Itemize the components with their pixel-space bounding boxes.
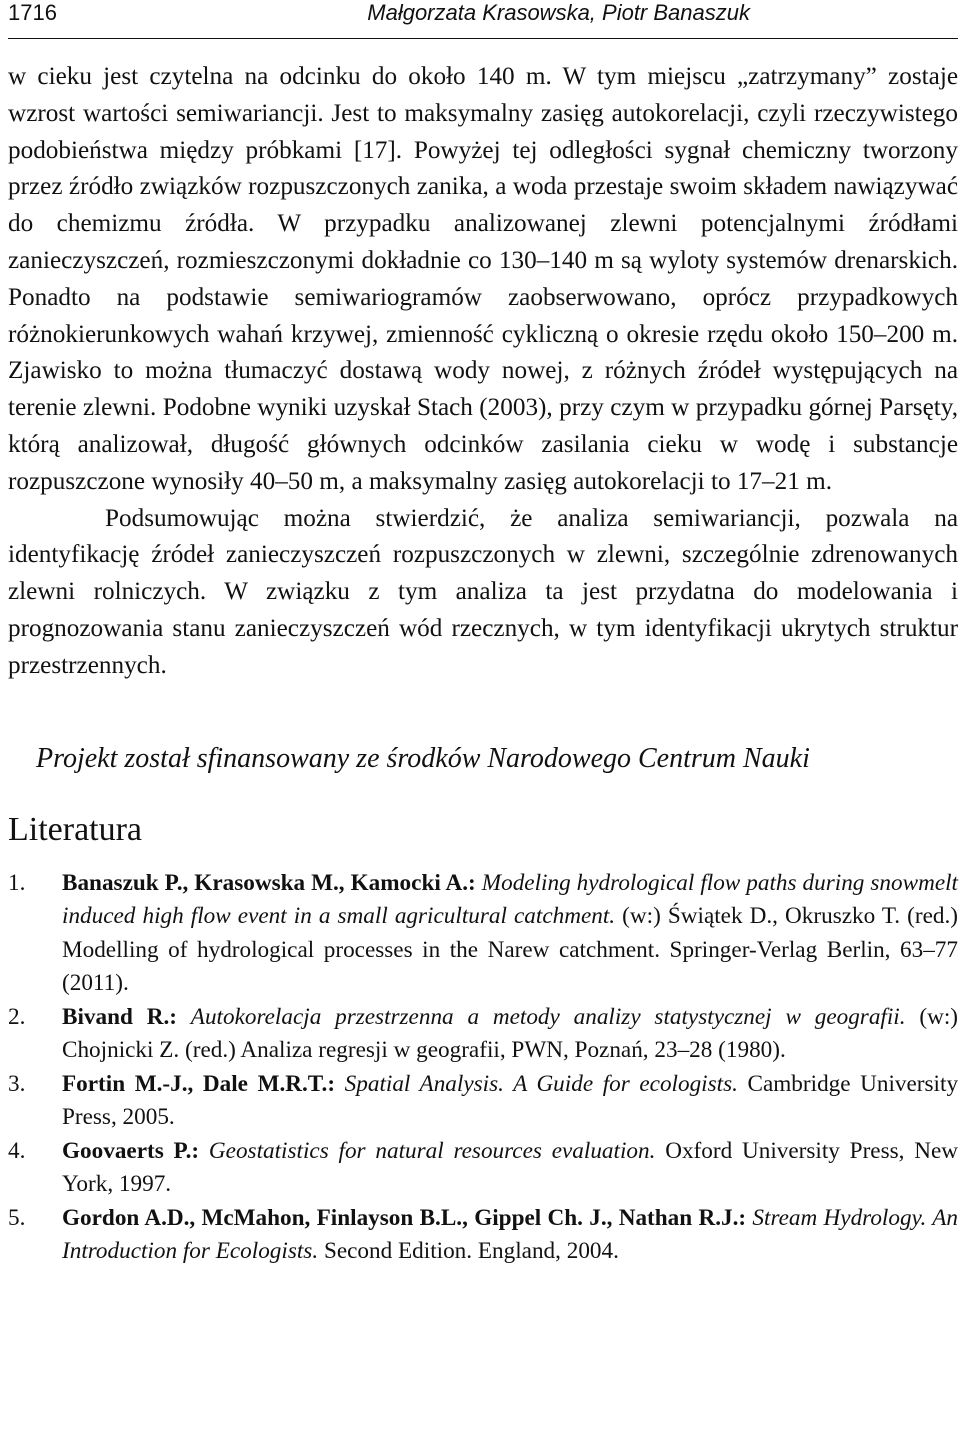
reference-details: Second Edition. England, 2004. [323,1238,619,1265]
reference-details: Oxford University Press, New York, 1997. [62,1137,959,1198]
running-header [8,0,958,39]
literature-heading: Literatura [8,810,143,848]
reference-list [8,867,958,1269]
reference-item [8,1068,958,1135]
reference-number: 1. [8,869,26,896]
funding-note: Projekt został sfinansowany ze środków Narodowego Centrum Nauki [36,742,810,774]
reference-title: Spatial Analysis. A Guide for ecologists. [344,1070,738,1097]
body-paragraph-2: Podsumowując można stwierdzić, że analiza semiwariancji, pozwala na identyfikację źródeł zanieczyszczeń rozpuszczonych w zlewni, szczególnie zdrenowanych zlewni rolniczych. W związku z tym analiza ta jest przydatna do modelowania i prognozowania stanu zanieczyszczeń wód rzecznych, w tym identyfikacji ukrytych struktur przestrzennych. [8,504,958,679]
reference-item [8,1001,958,1068]
reference-number: 4. [8,1137,26,1164]
reference-number: 3. [8,1070,26,1097]
reference-title: Modeling hydrological flow paths during snowmelt induced high flow event in a small agricultural catchment. [62,869,958,930]
reference-authors: Goovaerts P.: [62,1137,200,1164]
reference-details: (w:) Świątek D., Okruszko T. (red.) Modelling of hydrological processes in the Narew catchment. Springer-Verlag Berlin, 63–77 (2011). [62,903,958,997]
reference-details: Cambridge University Press, 2005. [62,1070,959,1131]
reference-details: (w:) Chojnicki Z. (red.) Analiza regresji w geografii, PWN, Poznań, 23–28 (1980). [62,1003,959,1064]
reference-authors: Bivand R.: [62,1003,177,1030]
reference-authors: Fortin M.-J., Dale M.R.T.: [62,1070,336,1097]
running-header-authors: Małgorzata Krasowska, Piotr Banaszuk [367,0,750,25]
body-paragraph-1: w cieku jest czytelna na odcinku do około 140 m. W tym miejscu „zatrzymany” zostaje wzrost wartości semiwariancji. Jest to maksymalny zasięg autokorelacji, czyli rzeczywistego podobieństwa między próbkami [17]. Powyżej tej odległości sygnał chemiczny tworzony przez źródło związków rozpuszczonych zanika, a woda przestaje swoim składem nawiązywać do chemizmu źródła. W przypadku analizowanej zlewni potencjalnymi źródłami zanieczyszczeń, rozmieszczonymi dokładnie co 130–140 m są wyloty systemów drenarskich. Ponadto na podstawie semiwariogramów zaobserwowano, oprócz przypadkowych różnokierunkowych wahań krzywej, zmienność cykliczną o okresie rzędu około 150–200 m. Zjawisko to można tłumaczyć dostawą wody nowej, z różnych źródeł występujących na terenie zlewni. Podobne wyniki uzyskał Stach (2003), przy czym w przypadku górnej Parsęty, którą analizował, długość głównych odcinków zasilania cieku w wodę i substancje rozpuszczone wynosiły 40–50 m, a maksymalny zasięg autokorelacji to 17–21 m. [8,63,958,495]
reference-title: Geostatistics for natural resources evaluation. [208,1137,656,1164]
reference-number: 5. [8,1204,26,1231]
reference-title: Autokorelacja przestrzenna a metody analizy statystycznej w geografii. [190,1003,906,1030]
page [8,0,958,1269]
reference-item [8,867,958,1001]
reference-item [8,1202,958,1269]
page-number: 1716 [8,0,57,25]
reference-authors: Banaszuk P., Krasowska M., Kamocki A.: [62,869,476,896]
reference-title: Stream Hydrology. An Introduction for Ecologists. [62,1204,958,1265]
reference-authors: Gordon A.D., McMahon, Finlayson B.L., Gippel Ch. J., Nathan R.J.: [62,1204,747,1231]
reference-number: 2. [8,1003,26,1030]
reference-item [8,1135,958,1202]
